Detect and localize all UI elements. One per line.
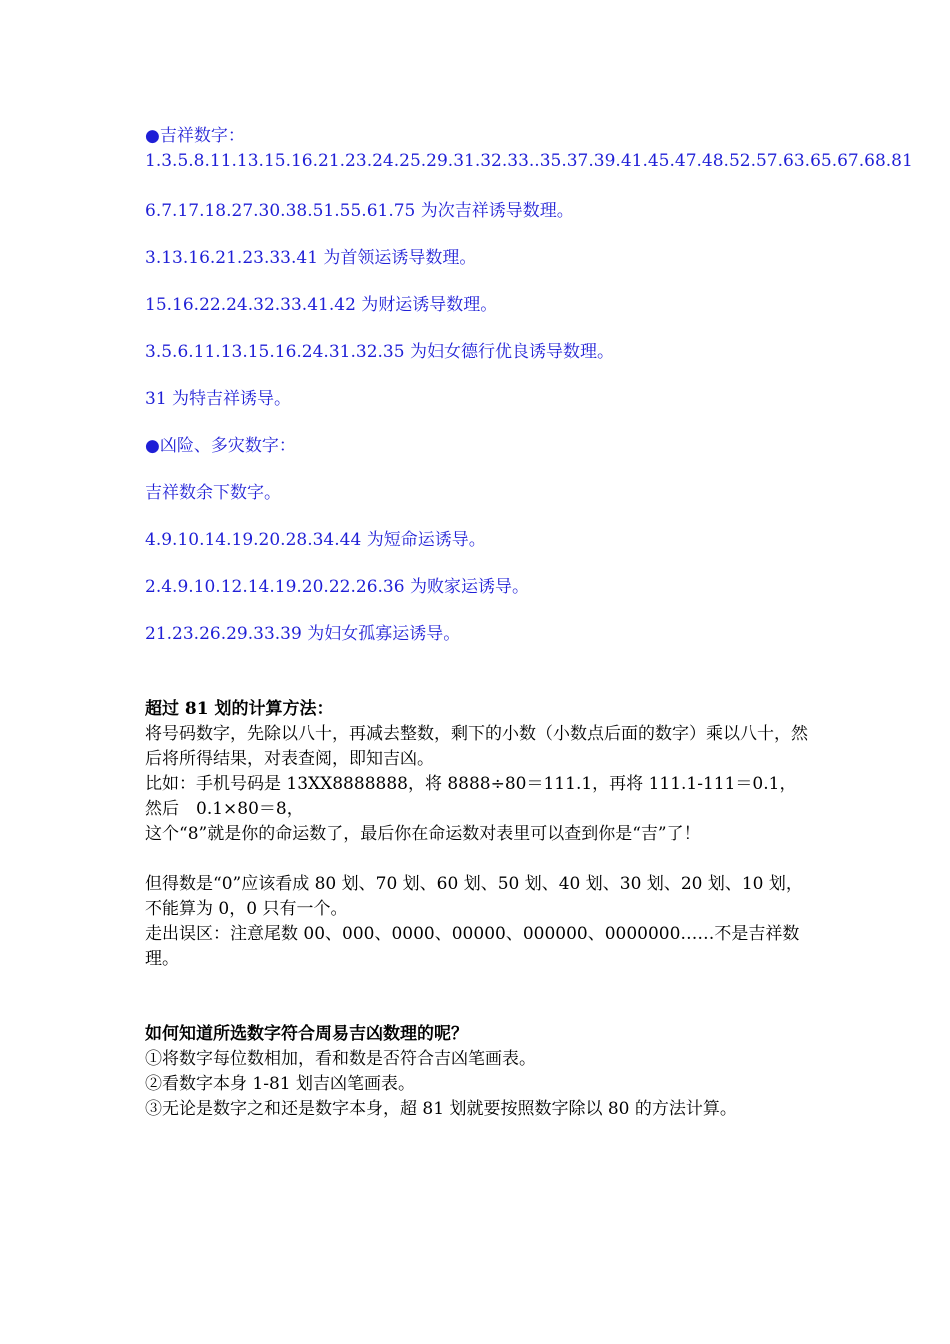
unlucky-line: 吉祥数余下数字。 bbox=[145, 483, 281, 503]
unlucky-line: 2.4.9.10.12.14.19.20.22.26.36 为败家运诱导。 bbox=[145, 577, 529, 597]
howto-item: ③无论是数字之和还是数字本身，超 81 划就要按照数字除以 80 的方法计算。 bbox=[145, 1099, 737, 1119]
lucky-line: 6.7.17.18.27.30.38.51.55.61.75 为次吉祥诱导数理。 bbox=[145, 201, 574, 221]
lucky-line: 3.5.6.11.13.15.16.24.31.32.35 为妇女德行优良诱导数理。 bbox=[145, 342, 614, 362]
lucky-line: 3.13.16.21.23.33.41 为首领运诱导数理。 bbox=[145, 248, 477, 268]
calc-zero-note: 但得数是“0”应该看成 80 划、70 划、60 划、50 划、40 划、30 划、20 划、10 划，不能算为 0，0 只有一个。 bbox=[145, 874, 803, 919]
unlucky-line: 21.23.26.29.33.39 为妇女孤寡运诱导。 bbox=[145, 624, 461, 644]
calc-result: 这个“8”就是你的命运数了，最后你在命运数对表里可以查到你是“吉”了！ bbox=[145, 824, 701, 844]
lucky-line: 31 为特吉祥诱导。 bbox=[145, 389, 292, 409]
howto-item: ①将数字每位数相加，看和数是否符合吉凶笔画表。 bbox=[145, 1049, 536, 1069]
lucky-line: 15.16.22.24.32.33.41.42 为财运诱导数理。 bbox=[145, 295, 498, 315]
bullet-icon: ● bbox=[145, 436, 160, 456]
calc-title: 超过 81 划的计算方法： bbox=[145, 699, 334, 719]
calc-misconception: 走出误区：注意尾数 00、000、0000、00000、000000、0000000……不是吉祥数理。 bbox=[145, 924, 800, 969]
unlucky-heading: ●凶险、多灾数字： bbox=[145, 436, 296, 456]
unlucky-line: 4.9.10.14.19.20.28.34.44 为短命运诱导。 bbox=[145, 530, 486, 550]
calc-example: 比如：手机号码是 13XX8888888，将 8888÷80＝111.1，再将 111.1-111＝0.1，然后 0.1×80＝8， bbox=[145, 774, 797, 819]
lucky-heading: ●吉祥数字： bbox=[145, 126, 245, 146]
howto-item: ②看数字本身 1-81 划吉凶笔画表。 bbox=[145, 1074, 415, 1094]
lucky-number-list: 1.3.5.8.11.13.15.16.21.23.24.25.29.31.32.33..35.37.39.41.45.47.48.52.57.63.65.67.68.81 bbox=[145, 151, 913, 171]
bullet-icon: ● bbox=[145, 126, 160, 146]
howto-title: 如何知道所选数字符合周易吉凶数理的呢？ bbox=[145, 1024, 468, 1044]
calc-paragraph: 将号码数字，先除以八十，再减去整数，剩下的小数（小数点后面的数字）乘以八十，然后将所得结果，对表查阅，即知吉凶。 bbox=[145, 724, 808, 769]
document-body bbox=[145, 124, 913, 1122]
